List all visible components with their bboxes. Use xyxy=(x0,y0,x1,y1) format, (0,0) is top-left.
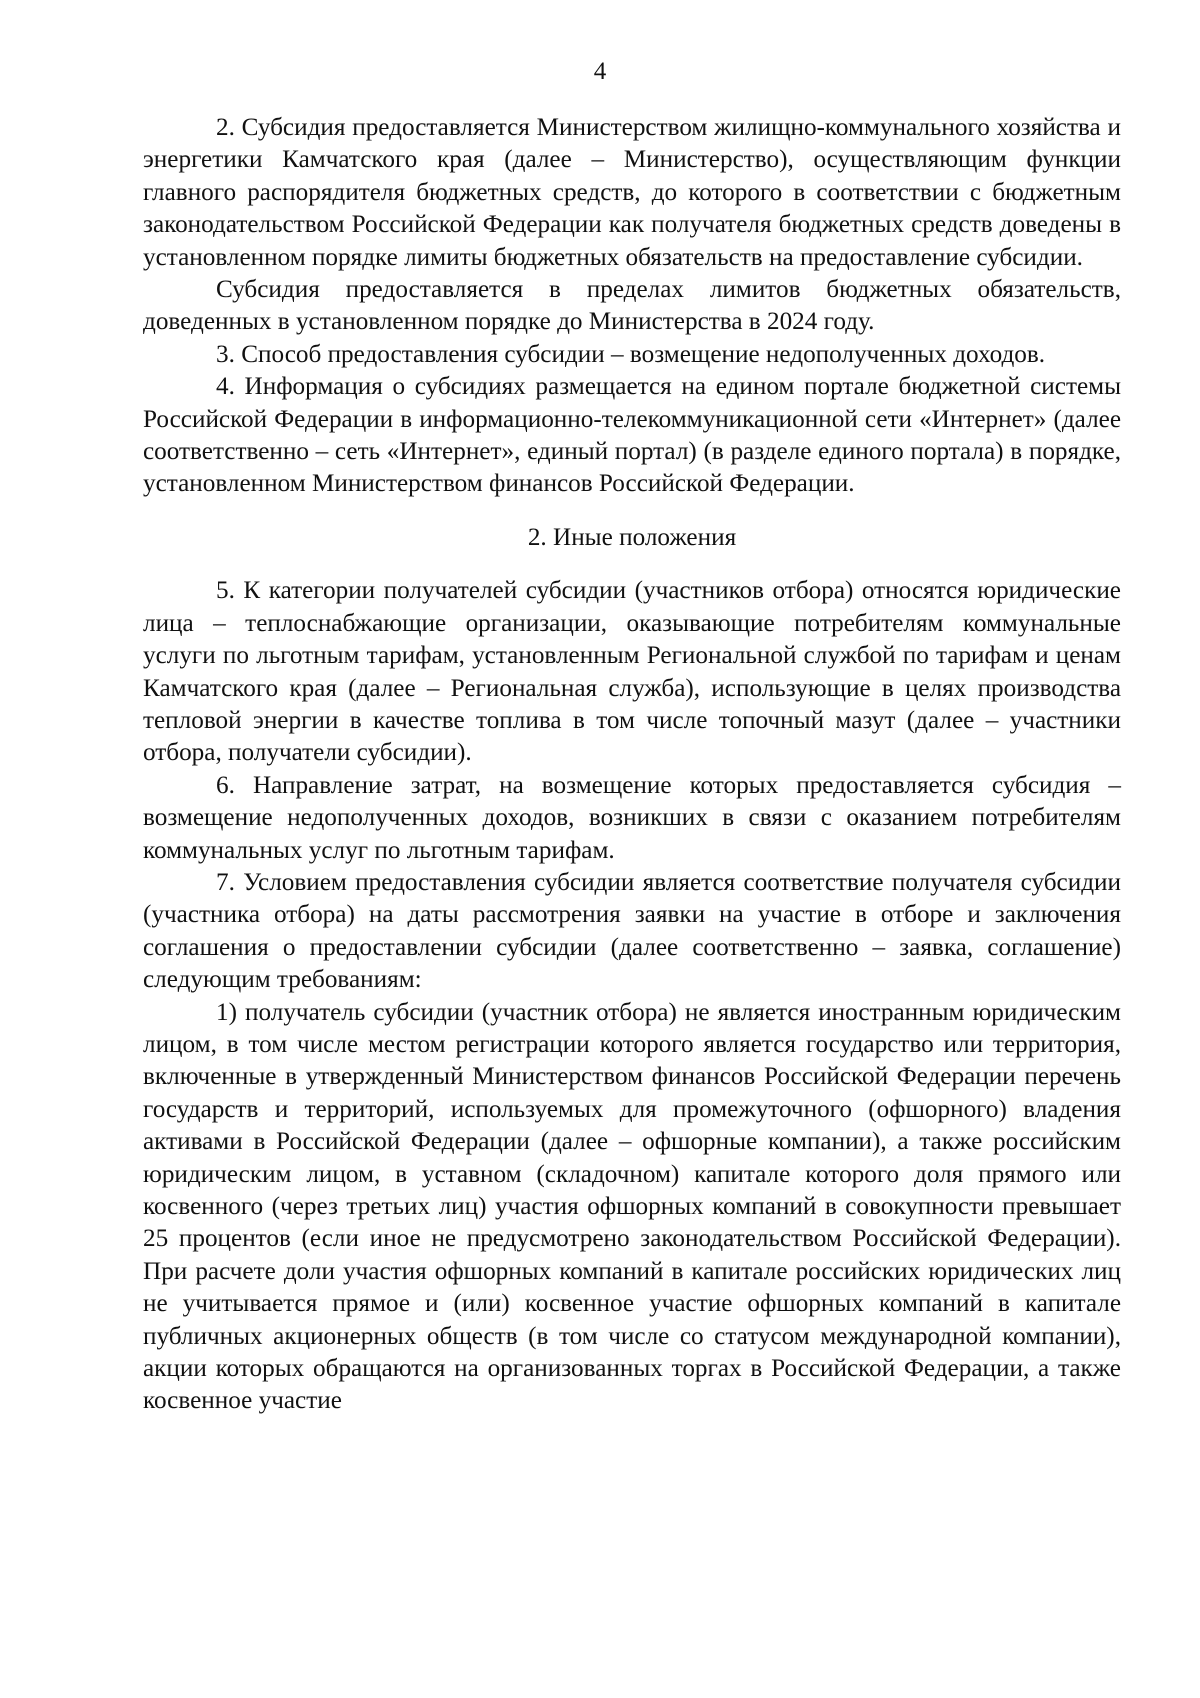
paragraph-item-5: 5. К категории получателей субсидии (участников отбора) относятся юридические лица – теплоснабжающие организации, оказывающие потребителям коммунальные услуги по льготным тарифам, установленным Региональной службой по тарифам и ценам Камчатского края (далее – Региональная служба), использующие в целях производства тепловой энергии в качестве топлива в том числе топочный мазут (далее – участники отбора, получатели субсидии). xyxy=(143,577,1121,767)
paragraph-item-7: 7. Условием предоставления субсидии является соответствие получателя субсидии (участника отбора) на даты рассмотрения заявки на участие в отборе и заключения соглашения о предоставлении субсидии (далее соответственно – заявка, соглашение) следующим требованиям: xyxy=(143,868,1121,994)
paragraph-subitem-1: 1) получатель субсидии (участник отбора) не является иностранным юридическим лицом, в том числе местом регистрации которого является государство или территория, включенные в утвержденный Министерством финансов Российской Федерации перечень государств и территорий, используемых для промежуточного (офшорного) владения активами в Российской Федерации (далее – офшорные компании), а также российским юридическим лицом, в уставном (складочном) капитале которого доля прямого или косвенного (через третьих лиц) участия офшорных компаний в совокупности превышает 25 процентов (если иное не предусмотрено законодательством Российской Федерации). При расчете доли участия офшорных компаний в капитале российских юридических лиц не учитывается прямое и (или) косвенное участие офшорных компаний в капитале публичных акционерных обществ (в том числе со статусом международной компании), акции которых обращаются на организованных торгах в Российской Федерации, а также косвенное участие xyxy=(143,998,1121,1415)
paragraph-item-3: 3. Способ предоставления субсидии – возмещение недополученных доходов. xyxy=(216,340,1046,368)
document-body xyxy=(143,112,1121,1418)
paragraph-subsidy-limits: Субсидия предоставляется в пределах лимитов бюджетных обязательств, доведенных в установленном порядке до Министерства в 2024 году. xyxy=(143,276,1121,336)
paragraph-item-2: 2. Субсидия предоставляется Министерством жилищно-коммунального хозяйства и энергетики Камчатского края (далее – Министерство), осуществляющим функции главного распорядителя бюджетных средств, до которого в соответствии с бюджетным законодательством Российской Федерации как получателя бюджетных средств доведены в установленном порядке лимиты бюджетных обязательств на предоставление субсидии. xyxy=(143,114,1121,271)
paragraph-item-6: 6. Направление затрат, на возмещение которых предоставляется субсидия – возмещение недополученных доходов, возникших в связи с оказанием потребителям коммунальных услуг по льготным тарифам. xyxy=(143,771,1121,864)
section-heading: 2. Иные положения xyxy=(527,523,737,551)
paragraph-item-4: 4. Информация о субсидиях размещается на едином портале бюджетной системы Российской Федерации в информационно-телекоммуникационной сети «Интернет» (далее соответственно – сеть «Интернет», единый портал) (в разделе единого портала) в порядке, установленном Министерством финансов Российской Федерации. xyxy=(143,373,1121,498)
page-number: 4 xyxy=(593,58,607,85)
